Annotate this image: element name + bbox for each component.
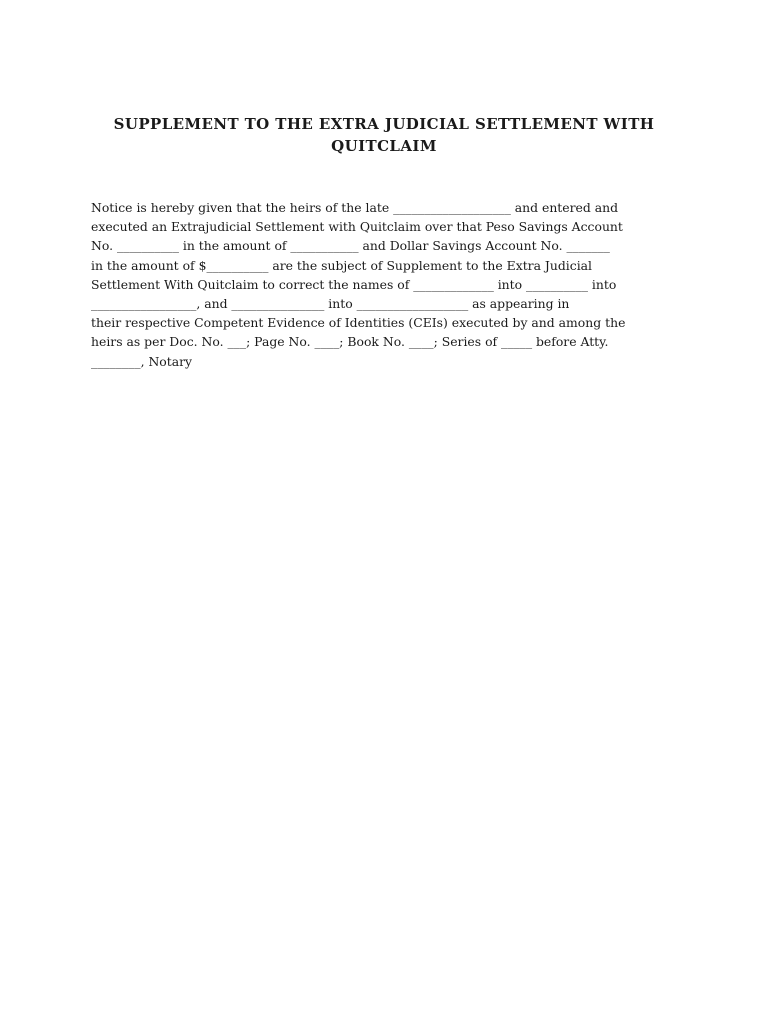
body-line: in the amount of $__________ are the subject of Supplement to the Extra Judicial [91, 257, 593, 273]
body-line: ________, Notary [91, 353, 193, 369]
body-line: their respective Competent Evidence of Identities (CEIs) executed by and among the [91, 315, 626, 331]
body-line: Settlement With Quitclaim to correct the names of _____________ into __________ into [91, 276, 617, 292]
title-line-1: SUPPLEMENT TO THE EXTRA JUDICIAL SETTLEMENT WITH [113, 115, 655, 133]
body-line: No. __________ in the amount of ___________ and Dollar Savings Account No. _______ [91, 238, 610, 254]
body-line: Notice is hereby given that the heirs of the late ___________________ and entered and [91, 200, 619, 215]
body-line: heirs as per Doc. No. ___; Page No. ____; Book No. ____; Series of _____ before Atty. [91, 334, 609, 350]
body-line: executed an Extrajudicial Settlement with Quitclaim over that Peso Savings Account [91, 219, 623, 235]
title-line-2: QUITCLAIM [331, 137, 437, 155]
notice-paragraph [91, 198, 691, 371]
body-line: _________________, and _______________ into __________________ as appearing in [91, 296, 570, 312]
document-title [90, 113, 678, 157]
